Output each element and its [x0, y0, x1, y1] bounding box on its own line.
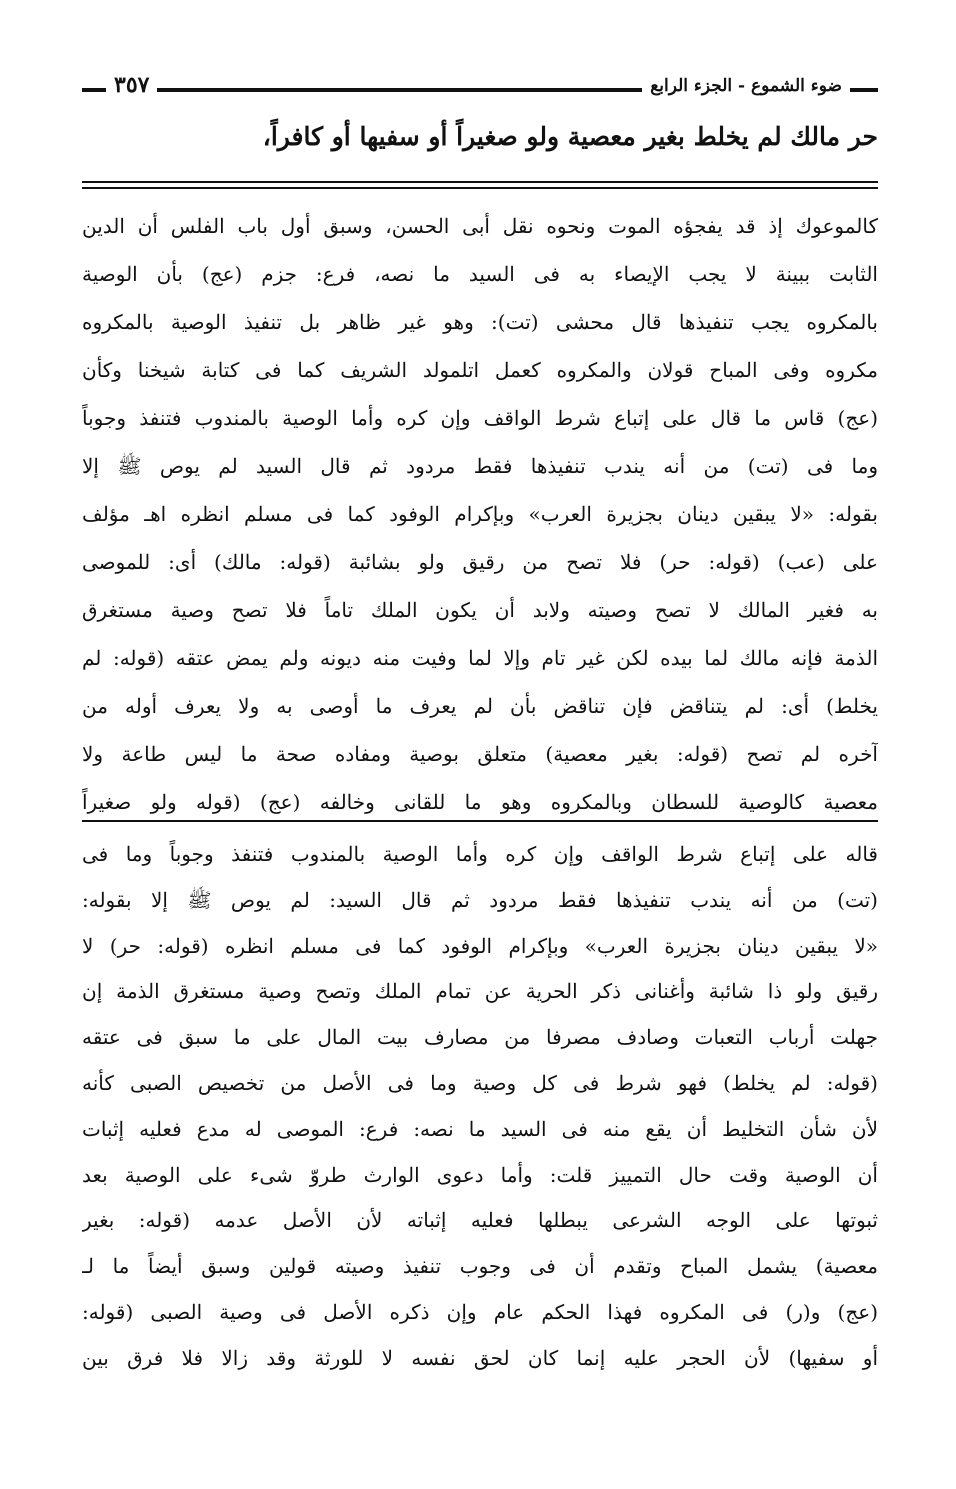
- hashiya-line: أو سفيها) لأن الحجر عليه إنما كان لحق نفسه لا للورثة وقد زالا فلا فرق بين: [82, 1345, 878, 1370]
- matn-divider-top: [82, 181, 878, 183]
- sharh-line: بقوله: «لا يبقين دينان بجزيرة العرب» وبإكرام الوفود كما فى مسلم انظره اهـ مؤلف: [82, 502, 878, 526]
- matn-text: حر مالك لم يخلط بغير معصية ولو صغيراً أو سفيها أو كافراً،: [262, 122, 878, 151]
- hashiya-line: رقيق ولو ذا شائبة وأغنانى ذكر الحرية عن تمام الملك وتصح وصية مستغرق الذمة إن: [82, 979, 878, 1004]
- hashiya-line: قاله على إتباع شرط الواقف وإن كره وأما الوصية بالمندوب فتنفذ وجوباً وما فى: [82, 842, 878, 866]
- hashiya-line: لأن شأن التخليط أن يقع منه فى السيد ما نصه: فرع: الموصى له مدع فعليه إثبات: [82, 1116, 878, 1141]
- hashiya-divider: [82, 820, 878, 822]
- page-number: ٣٥٧: [106, 72, 157, 98]
- hashiya-line: (قوله: لم يخلط) فهو شرط فى كل وصية وما فى الأصل من تخصيص الصبى كأنه: [82, 1070, 878, 1095]
- sharh-line: بالمكروه يجب تنفيذها قال محشى (تت): وهو غير ظاهر بل تنفيذ الوصية بالمكروه: [82, 310, 878, 334]
- sharh-line: الثابت ببينة لا يجب الإيصاء به فى السيد ما نصه، فرع: جزم (عج) بأن الوصية: [82, 262, 878, 286]
- hashiya-line: (تت) من أنه يندب تنفيذها فقط مردود ثم قال السيد: لم يوص ﷺ إلا بقوله:: [82, 887, 878, 912]
- sharh-line: الذمة فإنه مالك لما بيده لكن غير تام وإلا لما وفيت منه ديونه ولم يمض عتقه (قوله: لم: [82, 646, 878, 670]
- sharh-line: وما فى (تت) من أنه يندب تنفيذها فقط مردود ثم قال السيد لم يوص ﷺ إلا: [82, 454, 878, 478]
- running-header: [82, 72, 878, 108]
- sharh-line: يخلط) أى: لم يتناقض فإن تناقض بأن لم يعرف ما أوصى به ولا يعرف أوله من: [82, 694, 878, 718]
- sharh-commentary: [82, 202, 878, 826]
- hashiya-line: «لا يبقين دينان بجزيرة العرب» وبإكرام الوفود كما فى مسلم انظره (قوله: حر) لا: [82, 933, 878, 958]
- sharh-line: (عج) قاس ما قال على إتباع شرط الواقف وإن كره وأما الوصية بالمندوب فتنفذ وجوباً: [82, 406, 878, 430]
- hashiya-line: أن الوصية وقت حال التمييز قلت: وأما دعوى الوارث طروّ شىء على الوصية بعد: [82, 1162, 878, 1187]
- sharh-line: كالموعوك إذ قد يفجؤه الموت ونحوه نقل أبى الحسن، وسبق أول باب الفلس أن الدين: [82, 214, 878, 238]
- sharh-line: به فغير المالك لا تصح وصيته ولابد أن يكون الملك تاماً فلا تصح وصية مستغرق: [82, 598, 878, 622]
- hashiya-line: جهلت أرباب التعبات وصادف مصرفا من مصارف بيت المال على ما سبق فى عتقه: [82, 1025, 878, 1050]
- matn-divider-bottom: [82, 187, 878, 189]
- sharh-line: معصية كالوصية للسطان وبالمكروه وهو ما للقانى وخالفه (عج) (قوله ولو صغيراً: [82, 790, 878, 814]
- hashiya-line: (عج) و(ر) فى المكروه فهذا الحكم عام وإن ذكره الأصل فى وصية الصبى (قوله:: [82, 1299, 878, 1324]
- sharh-line: آخره لم تصح (قوله: بغير معصية) متعلق بوصية ومفاده صحة ما ليس طاعة ولا: [82, 742, 878, 766]
- hashiya-line: ثبوتها على الوجه الشرعى يبطلها فعليه إثباته لأن الأصل عدمه (قوله: بغير: [82, 1208, 878, 1233]
- header-title: ضوء الشموع - الجزء الرابع: [642, 76, 850, 96]
- sharh-line: على (عب) (قوله: حر) فلا تصح من رقيق ولو بشائبة (قوله: مالك) أى: للموصى: [82, 550, 878, 574]
- sharh-line: مكروه وفى المباح قولان والمكروه كعمل اتلمولد الشريف كما فى كتابة شيخنا وكأن: [82, 358, 878, 382]
- hashiya-footnotes: [82, 832, 878, 1382]
- hashiya-line: معصية) يشمل المباح وتقدم أن فى وجوب تنفيذ وصيته قولين وسبق أيضاً ما لـ: [82, 1254, 878, 1279]
